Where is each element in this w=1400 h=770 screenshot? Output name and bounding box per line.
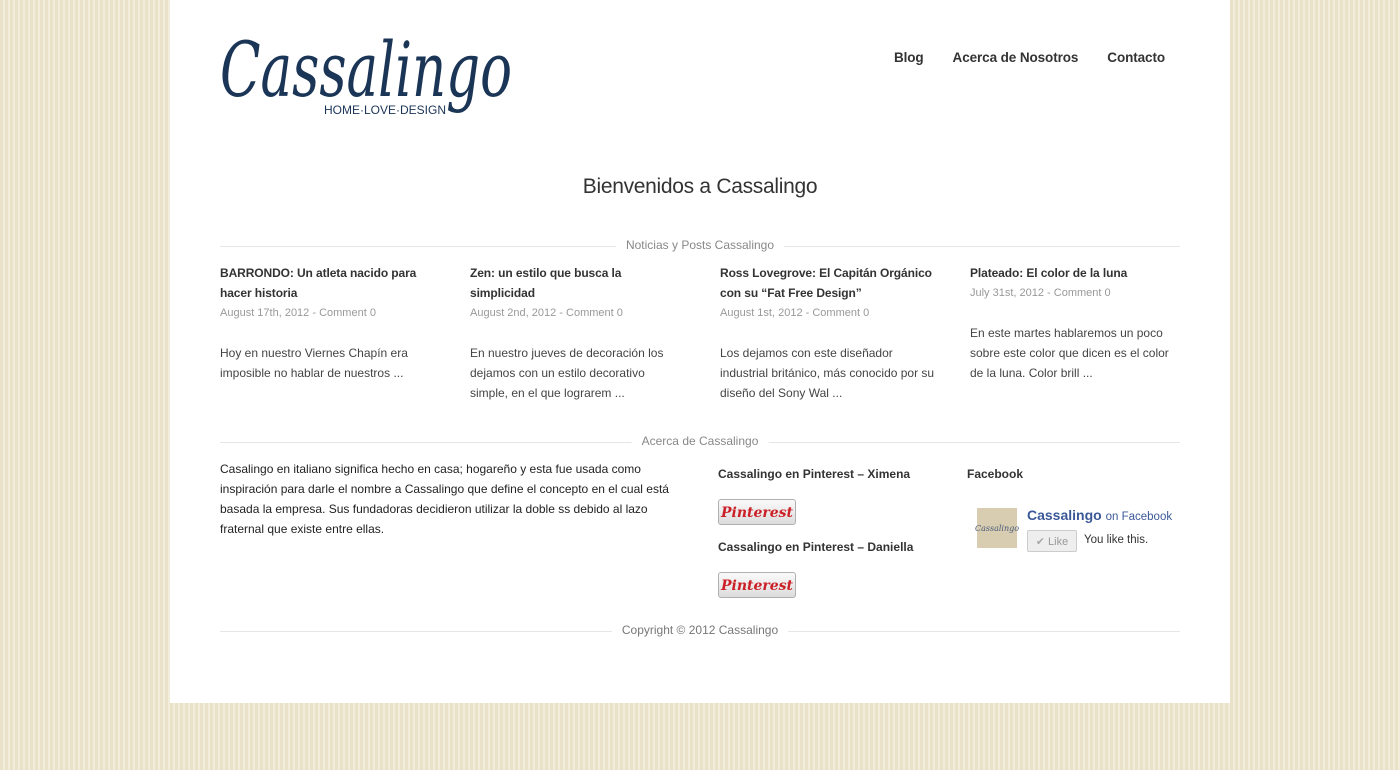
facebook-page-link[interactable]: Cassalingo xyxy=(1027,507,1102,523)
footer xyxy=(220,623,1180,639)
facebook-page-name xyxy=(1027,507,1172,523)
post-date: August 2nd, 2012 xyxy=(470,307,557,319)
post-title[interactable]: Zen: un estilo que busca la simplicidad xyxy=(470,266,622,300)
like-label: Like xyxy=(1048,536,1069,548)
post-item xyxy=(970,263,1185,383)
post-meta: August 17th, 2012 - Comment 0 xyxy=(220,307,376,319)
news-divider xyxy=(220,238,1180,254)
facebook-heading: Facebook xyxy=(967,467,1024,481)
logo-script: Cassalingo xyxy=(220,25,512,114)
logo-graphic xyxy=(220,14,520,139)
post-date: August 17th, 2012 xyxy=(220,307,310,319)
post-date: July 31st, 2012 xyxy=(970,287,1044,299)
post-comments-link[interactable]: Comment 0 xyxy=(319,307,376,319)
nav-contact[interactable]: Contacto xyxy=(1107,50,1165,65)
post-date: August 1st, 2012 xyxy=(720,307,803,319)
post-item xyxy=(470,263,685,403)
about-heading: Acerca de Cassalingo xyxy=(632,434,769,448)
post-meta: August 2nd, 2012 - Comment 0 xyxy=(470,307,623,319)
main-nav xyxy=(894,50,1165,65)
facebook-you-like: You like this. xyxy=(1084,534,1149,546)
checkmark-icon: ✔ xyxy=(1035,536,1046,548)
site-logo[interactable] xyxy=(220,14,520,139)
post-comments-link[interactable]: Comment 0 xyxy=(812,307,870,319)
post-item xyxy=(220,263,435,383)
post-item xyxy=(720,263,935,403)
pinterest-button[interactable]: Pinterest xyxy=(718,572,796,598)
post-comments-link[interactable]: Comment 0 xyxy=(566,307,623,319)
post-title[interactable]: Plateado: El color de la luna xyxy=(970,266,1128,280)
page-title: Bienvenidos a Cassalingo xyxy=(582,175,818,198)
post-excerpt: Hoy en nuestro Viernes Chapín era imposible no hablar de nuestros ... xyxy=(220,346,408,380)
facebook-page-avatar[interactable]: Cassalingo xyxy=(977,508,1017,548)
pinterest-widget xyxy=(718,464,938,610)
post-excerpt: En este martes hablaremos un poco sobre este color que dicen es el color de la luna. Color brill ... xyxy=(970,326,1169,380)
post-comments-link[interactable]: Comment 0 xyxy=(1053,287,1111,299)
pinterest-button[interactable]: Pinterest xyxy=(718,499,796,525)
facebook-widget xyxy=(967,464,1187,548)
pinterest-title-ximena: Cassalingo en Pinterest – Ximena xyxy=(718,467,911,481)
nav-about[interactable]: Acerca de Nosotros xyxy=(952,50,1079,65)
about-divider xyxy=(220,434,1180,450)
facebook-like-box xyxy=(974,507,1197,558)
facebook-like-button[interactable] xyxy=(1027,530,1077,552)
post-title[interactable]: Ross Lovegrove: El Capitán Orgánico con su “Fat Free Design” xyxy=(720,266,932,300)
post-excerpt: En nuestro jueves de decoración los dejamos con un estilo decorativo simple, en el que lograrem ... xyxy=(470,346,664,400)
about-text: Casalingo en italiano significa hecho en casa; hogareño y esta fue usada como inspiración para darle el nombre a Cassalingo que define el concepto en el cual está basada la empresa. Sus fundadoras decidieron utilizar la doble ss debido al lazo fraternal que existe entre ellas. xyxy=(220,462,669,536)
post-title[interactable]: BARRONDO: Un atleta nacido para hacer historia xyxy=(220,266,417,300)
post-meta: July 31st, 2012 - Comment 0 xyxy=(970,287,1111,299)
facebook-link[interactable]: on Facebook xyxy=(1105,511,1173,523)
copyright: Copyright © 2012 Cassalingo xyxy=(612,623,788,637)
nav-blog[interactable]: Blog xyxy=(893,50,924,65)
pinterest-title-daniella: Cassalingo en Pinterest – Daniella xyxy=(718,540,914,554)
news-heading: Noticias y Posts Cassalingo xyxy=(616,238,784,252)
logo-tagline: HOME·LOVE·DESIGN xyxy=(324,103,446,117)
post-excerpt: Los dejamos con este diseñador industrial británico, más conocido por su diseño del Sony Wal ... xyxy=(720,346,935,400)
post-meta: August 1st, 2012 - Comment 0 xyxy=(720,307,870,319)
page-container xyxy=(170,0,1230,703)
